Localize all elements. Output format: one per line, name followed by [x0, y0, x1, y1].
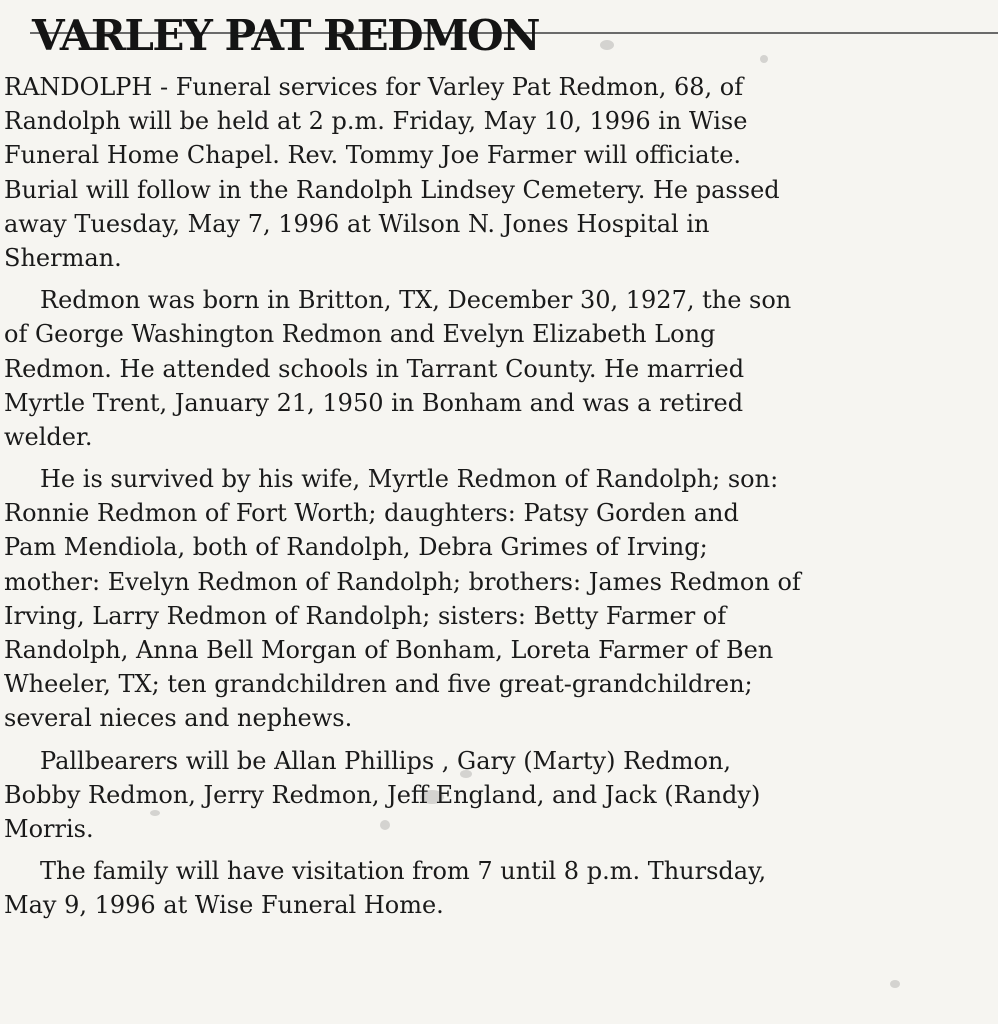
- text-line: Funeral Home Chapel. Rev. Tommy Joe Farmer will officiate.: [4, 141, 742, 170]
- text-line: Randolph will be held at 2 p.m. Friday, May 10, 1996 in Wise: [4, 107, 748, 136]
- text-line: of George Washington Redmon and Evelyn Elizabeth Long: [4, 320, 716, 349]
- text-line: welder.: [4, 422, 93, 451]
- text-line: Pallbearers will be Allan Phillips , Gary (Marty) Redmon,: [40, 746, 732, 775]
- paragraph-pallbearers: [4, 744, 996, 847]
- text-line: Irving, Larry Redmon of Randolph; sisters: Betty Farmer of: [4, 601, 727, 630]
- text-line: several nieces and nephews.: [4, 704, 353, 733]
- text-line: Myrtle Trent, January 21, 1950 in Bonham and was a retired: [4, 388, 744, 417]
- paragraph-services: [4, 70, 996, 275]
- obituary-headline: VARLEY PAT REDMON: [32, 11, 539, 60]
- text-line: away Tuesday, May 7, 1996 at Wilson N. Jones Hospital in: [4, 209, 710, 238]
- text-line: Burial will follow in the Randolph Lindsey Cemetery. He passed: [4, 175, 780, 204]
- text-line: Bobby Redmon, Jerry Redmon, Jeff England, and Jack (Randy): [4, 780, 761, 809]
- text-line: Wheeler, TX; ten grandchildren and five great-grandchildren;: [4, 670, 753, 699]
- text-line: Sherman.: [4, 243, 122, 272]
- text-line: Redmon was born in Britton, TX, December 30, 1927, the son: [40, 286, 792, 315]
- text-line: The family will have visitation from 7 until 8 p.m. Thursday,: [40, 857, 767, 886]
- text-line: RANDOLPH - Funeral services for Varley Pat Redmon, 68, of: [4, 73, 744, 101]
- paragraph-survivors: [4, 462, 996, 736]
- obituary-body: [4, 70, 996, 923]
- paragraph-biography: [4, 283, 996, 454]
- text-line: Pam Mendiola, both of Randolph, Debra Grimes of Irving;: [4, 533, 708, 562]
- text-line: He is survived by his wife, Myrtle Redmon of Randolph; son:: [40, 465, 779, 494]
- text-line: mother: Evelyn Redmon of Randolph; brothers: James Redmon of: [4, 567, 801, 596]
- text-line: Randolph, Anna Bell Morgan of Bonham, Loreta Farmer of Ben: [4, 636, 774, 664]
- text-line: Morris.: [4, 814, 94, 843]
- text-line: May 9, 1996 at Wise Funeral Home.: [4, 891, 444, 920]
- text-line: Ronnie Redmon of Fort Worth; daughters: Patsy Gorden and: [4, 499, 739, 528]
- paragraph-visitation: [4, 854, 996, 922]
- text-line: Redmon. He attended schools in Tarrant County. He married: [4, 354, 745, 383]
